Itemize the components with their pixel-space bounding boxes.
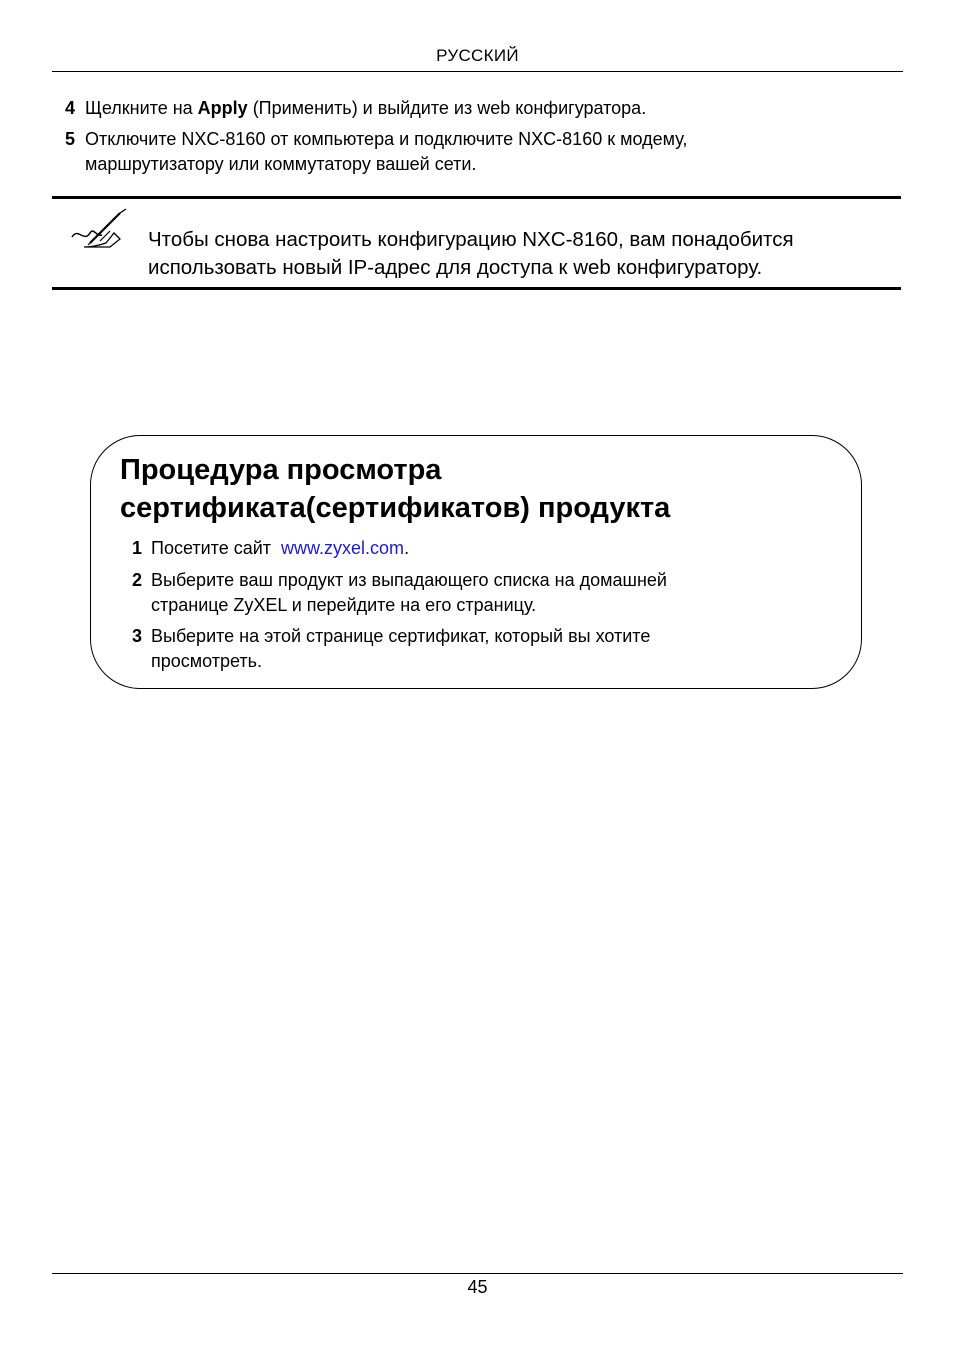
procedure-title-line-2: сертификата(сертификатов) продукта <box>120 492 671 524</box>
step-text-line-2: маршрутизатору или коммутатору вашей сети. <box>85 154 477 174</box>
footer-rule <box>52 1273 903 1274</box>
note-line-1: Чтобы снова настроить конфигурацию NXC-8160, вам понадобится <box>148 228 794 251</box>
step-number: 3 <box>132 626 143 646</box>
apply-label: Apply <box>197 98 248 118</box>
step-text-line-2: просмотреть. <box>151 651 263 671</box>
step-text: Посетите сайт <box>151 538 282 558</box>
step-number: 2 <box>132 570 143 590</box>
step-text-line-1: Отключите NXC-8160 от компьютера и подключите NXC-8160 к модему, <box>85 129 688 149</box>
step-number: 4 <box>65 98 76 118</box>
pen-note-icon <box>70 207 130 251</box>
step-number: 1 <box>132 538 143 558</box>
procedure-step-1 <box>132 536 832 561</box>
procedure-step-3 <box>132 624 832 674</box>
step-text-line-1: Выберите на этой странице сертификат, который вы хотите <box>151 626 651 646</box>
step-text: . <box>404 538 410 558</box>
step-5 <box>65 127 895 177</box>
page-header-title: РУССКИЙ <box>436 46 519 65</box>
step-text: Щелкните на <box>85 98 198 118</box>
procedure-title <box>120 451 840 527</box>
step-text-line-2: странице ZyXEL и перейдите на его страницу. <box>151 595 537 615</box>
step-4 <box>65 96 895 121</box>
procedure-step-2 <box>132 568 832 618</box>
page-number: 45 <box>467 1277 488 1297</box>
header-rule <box>52 71 903 72</box>
step-text: (Применить) и выйдите из web конфигуратора. <box>247 98 647 118</box>
zyxel-link[interactable]: www.zyxel.com <box>281 538 405 558</box>
step-number: 5 <box>65 129 76 149</box>
note-bottom-rule <box>52 287 901 290</box>
note-text <box>148 226 888 282</box>
note-line-2: использовать новый IP-адрес для доступа к web конфигуратору. <box>148 256 763 279</box>
step-text-line-1: Выберите ваш продукт из выпадающего списка на домашней <box>151 570 667 590</box>
procedure-title-line-1: Процедура просмотра <box>120 454 442 486</box>
note-top-rule <box>52 196 901 199</box>
